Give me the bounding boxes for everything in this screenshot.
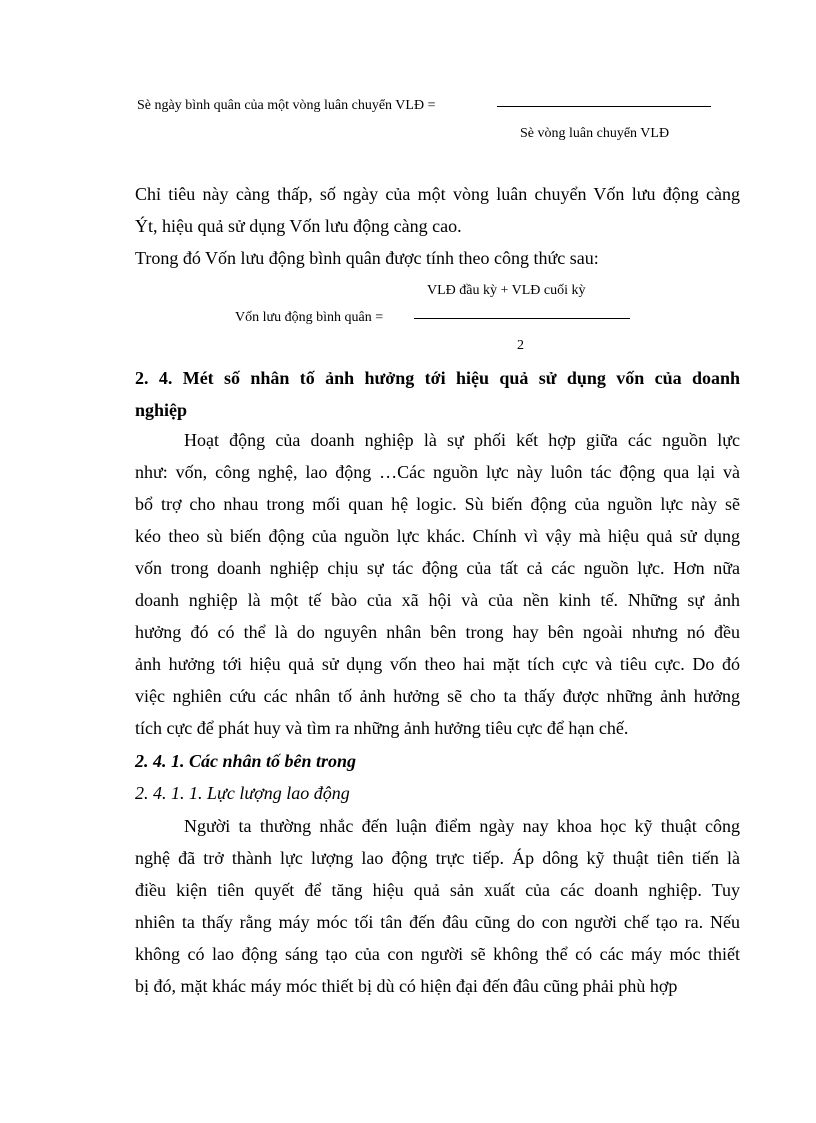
formula1-denominator: Sè vòng luân chuyển VLĐ [520,126,670,141]
text-line: bị đó, mặt khác máy móc thiết bị dù có hiện đại đến đâu cũng phải phù hợp [135,976,678,996]
text-line: không có lao động sáng tạo của con người sẽ không thể có các máy móc thiết [135,944,740,964]
text-line: nhiên ta thấy rằng máy móc tối tân đến đâu cũng do con người chế tạo ra. Nếu [135,912,740,932]
formula2-numerator: VLĐ đầu kỳ + VLĐ cuối kỳ [427,283,586,298]
formula1-fraction-line [497,106,711,107]
formula2-fraction-line [414,318,630,319]
section-heading-2-4-1-1: 2. 4. 1. 1. Lực lượng lao động [135,783,350,803]
formula2-left: Vốn lưu động bình quân = [235,310,384,325]
text-line: như: vốn, công nghệ, lao động …Các nguồn lực này luôn tác động qua lại và [135,462,740,482]
formula1-left: Sè ngày bình quân của một vòng luân chuyển VLĐ = [137,98,436,113]
heading-line: nghiệp [135,400,188,420]
text-line: hưởng đó có thể là do nguyên nhân bên trong hay bên ngoài nhưng nó đều [135,622,740,642]
text-line: Người ta thường nhắc đến luận điểm ngày nay khoa học kỹ thuật công [184,816,740,836]
text-line: điều kiện tiên quyết để tăng hiệu quả sản xuất của các doanh nghiệp. Tuy [135,880,740,900]
text-line: kéo theo sù biến động của nguồn lực khác. Chính vì vậy mà hiệu quả sử dụng [135,526,740,546]
text-line: vốn trong doanh nghiệp chịu sự tác động của tất cả các nguồn lực. Hơn nữa [135,558,740,578]
text-line: Hoạt động của doanh nghiệp là sự phối kết hợp giữa các nguồn lực [184,430,740,450]
text-line: việc nghiên cứu các nhân tố ảnh hưởng sẽ cho ta thấy được những ảnh hưởng [135,686,740,706]
text-line: doanh nghiệp là một tế bào của xã hội và của nền kinh tế. Những sự ảnh [135,590,740,610]
text-line: ảnh hưởng tới hiệu quả sử dụng vốn theo hai mặt tích cực và tiêu cực. Do đó [135,654,740,674]
text-line: bổ trợ cho nhau trong mối quan hệ logic. Sù biến động của nguồn lực này sẽ [135,494,740,514]
text-line: nghệ đã trở thành lực lượng lao động trực tiếp. Áp dông kỹ thuật tiên tiến là [135,848,740,868]
text-line: Chỉ tiêu này càng thấp, số ngày của một vòng luân chuyển Vốn lưu động càng [135,184,740,204]
text-line: Trong đó Vốn lưu động bình quân được tính theo công thức sau: [135,248,599,268]
text-line: tích cực để phát huy và tìm ra những ảnh hưởng tiêu cực để hạn chế. [135,718,629,738]
heading-line: 2. 4. Mét số nhân tố ảnh hưởng tới hiệu quả sử dụng vốn của doanh [135,368,740,388]
section-heading-2-4-1: 2. 4. 1. Các nhân tố bên trong [135,751,357,771]
formula2-denominator: 2 [517,338,524,353]
text-line: Ýt, hiệu quả sử dụng Vốn lưu động càng cao. [135,216,462,236]
